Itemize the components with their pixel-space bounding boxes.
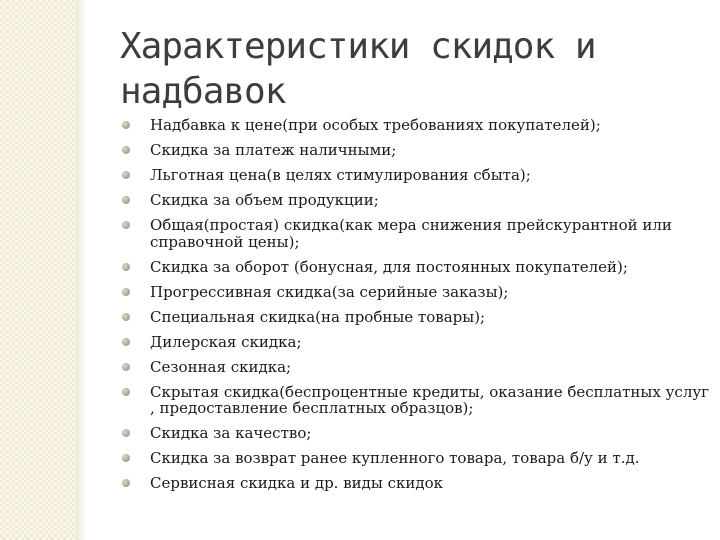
bullet-text: Скидка за качество;	[150, 424, 312, 442]
bullet-item	[122, 167, 712, 184]
bullet-item	[122, 384, 712, 417]
bullet-text: Сервисная скидка и др. виды скидок	[150, 474, 444, 492]
bullet-item	[122, 334, 712, 351]
bullet-text: Дилерская скидка;	[150, 332, 302, 351]
bullet-item	[122, 425, 712, 442]
decorative-side-band	[0, 0, 76, 540]
bullet-dot-icon	[122, 288, 130, 296]
bullet-item	[122, 450, 712, 467]
bullet-dot-icon	[122, 171, 130, 179]
bullet-text: Сезонная скидка;	[150, 357, 292, 376]
bullet-dot-icon	[122, 479, 130, 487]
bullet-dot-icon	[122, 454, 130, 462]
bullet-item	[122, 192, 712, 209]
bullet-item	[122, 217, 712, 250]
bullet-item	[122, 359, 712, 376]
bullet-text: Скидка за объем продукции;	[150, 191, 379, 209]
bullet-dot-icon	[122, 263, 130, 271]
bullet-dot-icon	[122, 221, 130, 229]
bullet-item	[122, 142, 712, 159]
bullet-text: Скидка за возврат ранее купленного товара, товара б/у и т.д.	[150, 449, 640, 467]
bullet-text: Льготная цена(в целях стимулирования сбыта);	[150, 166, 531, 184]
bullet-dot-icon	[122, 196, 130, 204]
bullet-list	[122, 117, 712, 500]
bullet-item	[122, 117, 712, 134]
bullet-text: Общая(простая) скидка(как мера снижения прейскурантной или справочной цены);	[150, 216, 672, 251]
bullet-dot-icon	[122, 429, 130, 437]
bullet-text: Прогрессивная скидка(за серийные заказы);	[150, 282, 509, 301]
bullet-text: Надбавка к цене(при особых требованиях покупателей);	[150, 116, 601, 134]
bullet-text: Скидка за платеж наличными;	[150, 141, 397, 159]
bullet-item	[122, 284, 712, 301]
decorative-band-edge	[76, 0, 86, 540]
bullet-text: Скрытая скидка(беспроцентные кредиты, оказание бесплатных услуг , предоставление бесплатных образцов);	[150, 382, 710, 417]
bullet-dot-icon	[122, 363, 130, 371]
bullet-dot-icon	[122, 313, 130, 321]
bullet-item	[122, 475, 712, 492]
bullet-text: Скидка за оборот (бонусная, для постоянных покупателей);	[150, 257, 628, 276]
bullet-dot-icon	[122, 121, 130, 129]
slide-title: Характеристики скидок и надбавок	[120, 26, 596, 112]
bullet-dot-icon	[122, 338, 130, 346]
bullet-item	[122, 259, 712, 276]
bullet-dot-icon	[122, 146, 130, 154]
bullet-dot-icon	[122, 388, 130, 396]
bullet-text: Специальная скидка(на пробные товары);	[150, 307, 486, 326]
bullet-item	[122, 309, 712, 326]
